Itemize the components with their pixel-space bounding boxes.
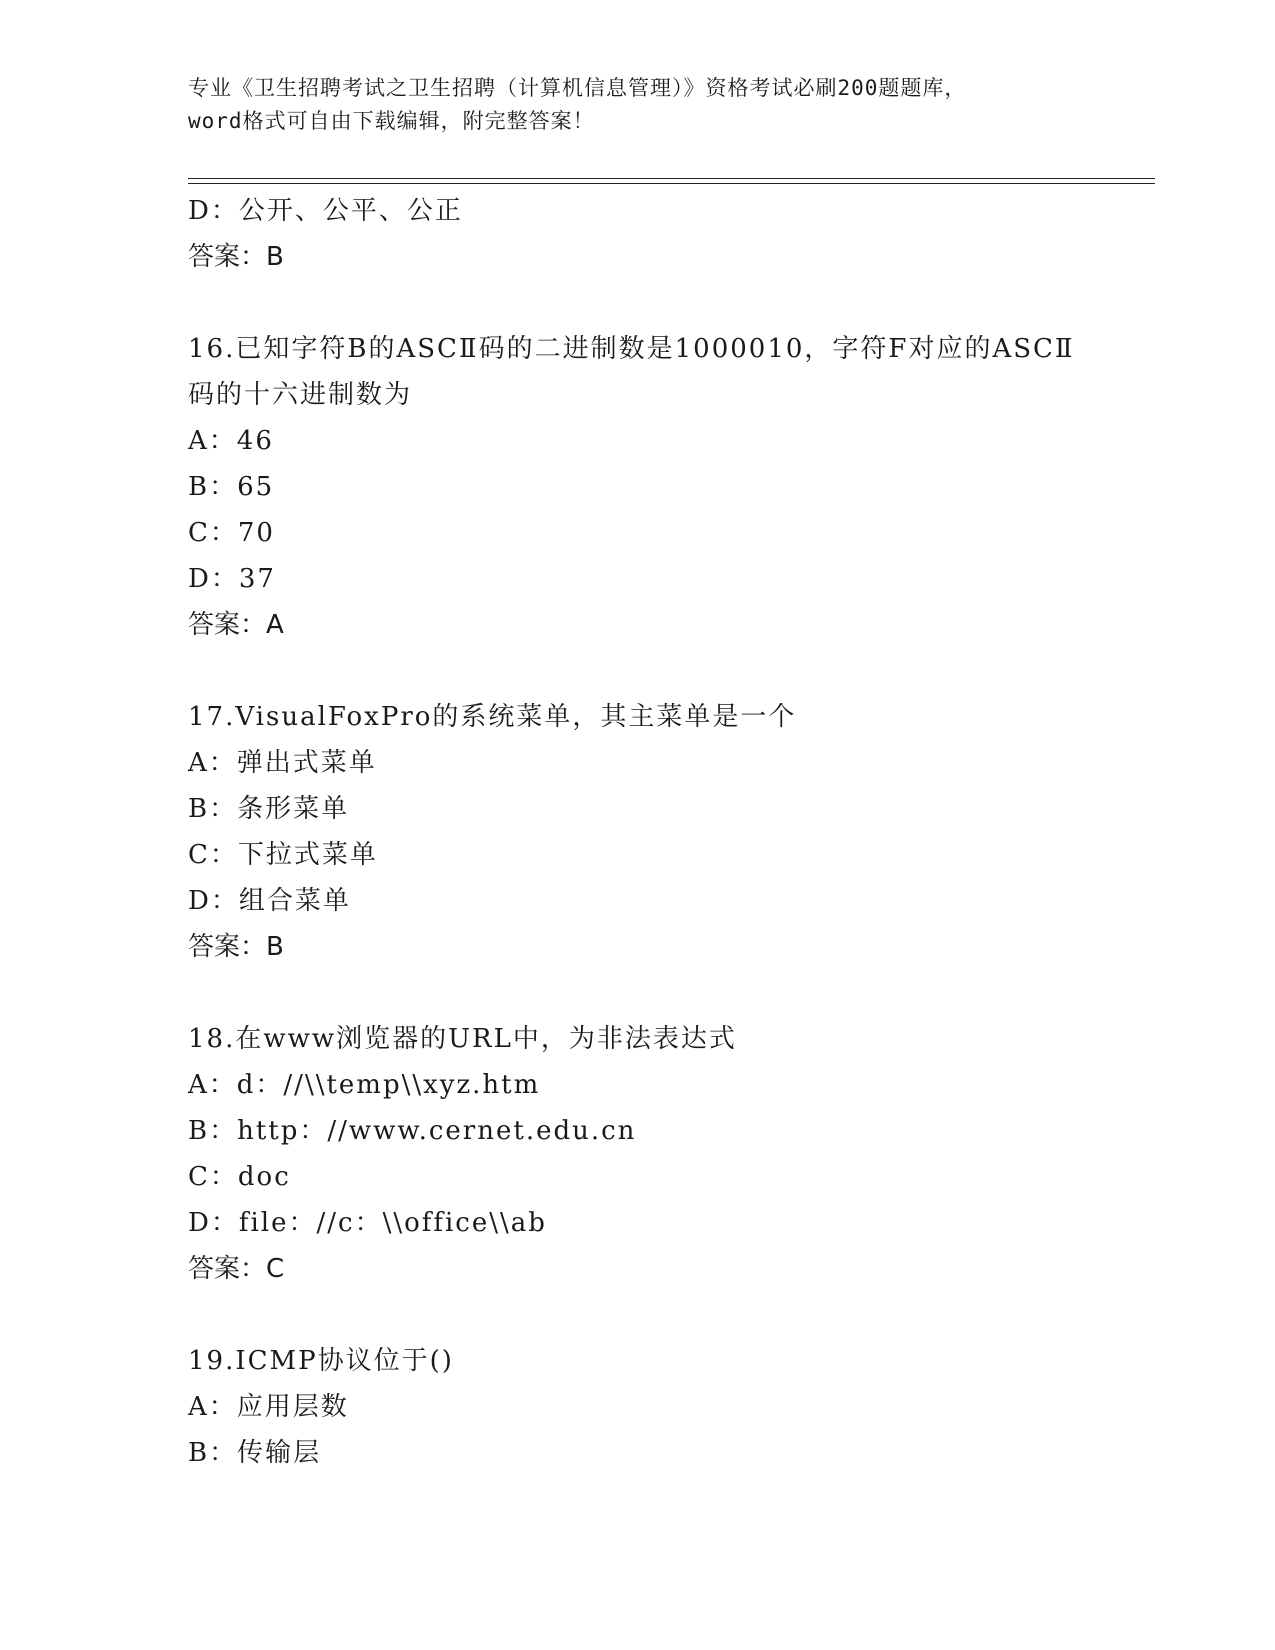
option-c: C：70 [188,518,275,548]
question-15-tail [188,188,1088,280]
answer: 答案：B [188,242,284,272]
answer: 答案：B [188,932,284,962]
option-d: D：file：//c：\\office\\ab [188,1208,547,1238]
option-b: B：http：//www.cernet.edu.cn [188,1116,637,1146]
question-18 [188,1016,1088,1292]
question-16 [188,326,1088,648]
answer: 答案：C [188,1254,285,1284]
question-stem-line-1: 18.在www浏览器的URL中，为非法表达式 [188,1024,737,1054]
question-stem-line-1: 19.ICMP协议位于() [188,1346,454,1376]
question-stem-line-2: 码的十六进制数为 [188,380,413,410]
question-stem-line-1: 16.已知字符B的ASCⅡ码的二进制数是1000010，字符F对应的ASCⅡ [188,334,1075,364]
answer: 答案：A [188,610,284,640]
spacer [188,280,1088,326]
option-c: C：doc [188,1162,291,1192]
option-b: B：条形菜单 [188,794,350,824]
question-list [188,188,1088,1476]
spacer [188,648,1088,694]
option-a: A：d：//\\temp\\xyz.htm [188,1070,541,1100]
question-stem-line-1: 17.VisualFoxPro的系统菜单，其主菜单是一个 [188,702,797,732]
question-19 [188,1338,1088,1476]
header-title-line-2: word格式可自由下载编辑，附完整答案！ [188,109,595,133]
option-d: D：37 [188,564,276,594]
spacer [188,970,1088,1016]
option-a: A：弹出式菜单 [188,748,377,778]
option-d: D：组合菜单 [188,886,351,916]
option-b: B：65 [188,472,275,502]
option-b: B：传输层 [188,1438,322,1468]
option-c: C：下拉式菜单 [188,840,378,870]
question-17 [188,694,1088,970]
option-d: D：公开、公平、公正 [188,196,463,226]
option-a: A：46 [188,426,274,456]
header-title-line-1: 专业《卫生招聘考试之卫生招聘（计算机信息管理）》资格考试必刷200题题库， [188,76,967,100]
header-double-rule [188,178,1155,184]
document-header [188,72,1088,138]
option-a: A：应用层数 [188,1392,349,1422]
spacer [188,1292,1088,1338]
